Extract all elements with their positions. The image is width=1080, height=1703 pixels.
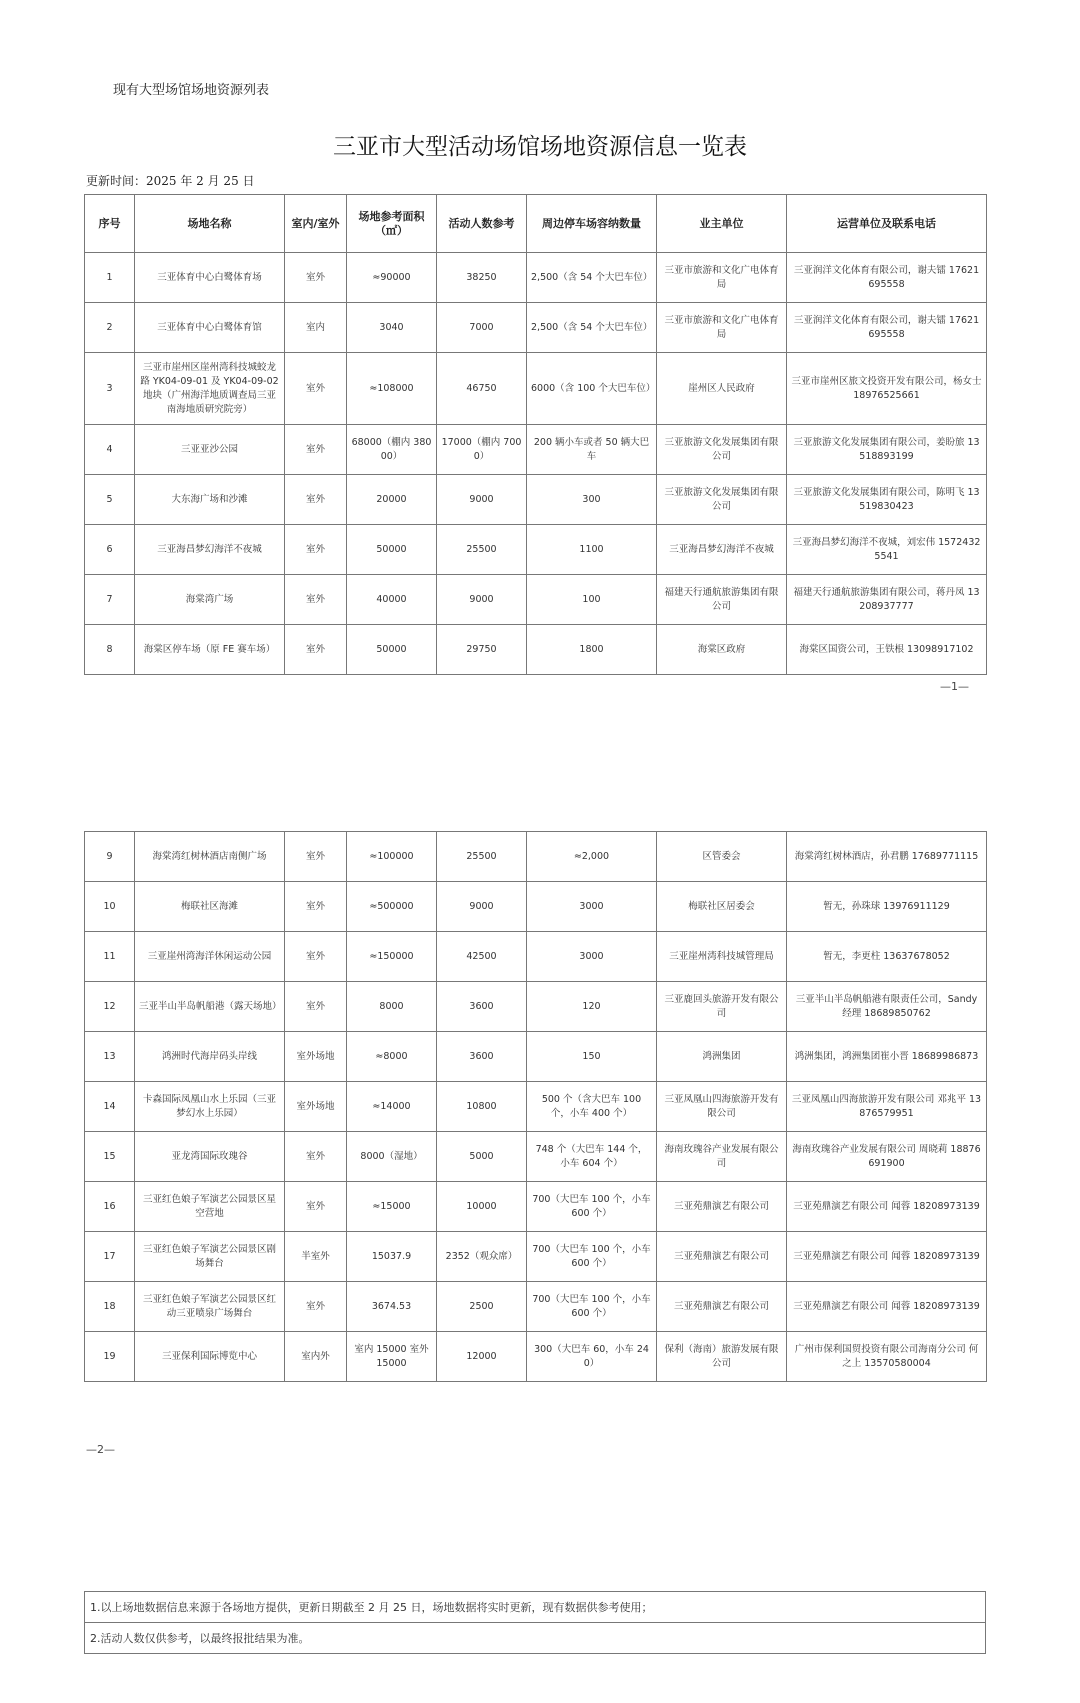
cell-operator: 福建天行通航旅游集团有限公司，蒋丹凤 13208937777 <box>787 575 987 625</box>
cell-people: 25500 <box>437 832 527 882</box>
cell-people: 5000 <box>437 1132 527 1182</box>
cell-name: 三亚红色娘子军演艺公园景区星空营地 <box>135 1182 285 1232</box>
cell-type: 室外 <box>285 982 347 1032</box>
cell-operator: 海棠湾红树林酒店，孙君鹏 17689771115 <box>787 832 987 882</box>
cell-parking: 6000（含 100 个大巴车位） <box>527 353 657 425</box>
cell-name: 海棠湾广场 <box>135 575 285 625</box>
cell-owner: 三亚旅游文化发展集团有限公司 <box>657 475 787 525</box>
table-row <box>85 475 987 525</box>
cell-type: 室外 <box>285 425 347 475</box>
table-row <box>85 1232 987 1282</box>
cell-parking: 748 个（大巴车 144 个，小车 604 个） <box>527 1132 657 1182</box>
table-row <box>85 832 987 882</box>
cell-type: 室外 <box>285 1182 347 1232</box>
cell-owner: 三亚苑鼎演艺有限公司 <box>657 1182 787 1232</box>
cell-area: ≈8000 <box>347 1032 437 1082</box>
cell-no: 3 <box>85 353 135 425</box>
cell-area: ≈90000 <box>347 253 437 303</box>
cell-area: ≈100000 <box>347 832 437 882</box>
cell-name: 三亚体育中心白鹭体育馆 <box>135 303 285 353</box>
page-number-2: —2— <box>86 1443 115 1456</box>
cell-no: 17 <box>85 1232 135 1282</box>
cell-owner: 梅联社区居委会 <box>657 882 787 932</box>
cell-parking: 200 辆小车或者 50 辆大巴车 <box>527 425 657 475</box>
table-row <box>85 882 987 932</box>
cell-type: 室外 <box>285 353 347 425</box>
cell-operator: 广州市保利国贸投资有限公司海南分公司 何之上 13570580004 <box>787 1332 987 1382</box>
cell-area: 50000 <box>347 625 437 675</box>
cell-parking: ≈2,000 <box>527 832 657 882</box>
table-row <box>85 982 987 1032</box>
cell-people: 2500 <box>437 1282 527 1332</box>
cell-name: 三亚红色娘子军演艺公园景区红动三亚喷泉广场舞台 <box>135 1282 285 1332</box>
cell-parking: 1100 <box>527 525 657 575</box>
cell-parking: 500 个（含大巴车 100 个，小车 400 个） <box>527 1082 657 1132</box>
cell-owner: 鸿洲集团 <box>657 1032 787 1082</box>
cell-parking: 700（大巴车 100 个，小车 600 个） <box>527 1232 657 1282</box>
cell-owner: 三亚苑鼎演艺有限公司 <box>657 1232 787 1282</box>
cell-people: 12000 <box>437 1332 527 1382</box>
cell-people: 3600 <box>437 982 527 1032</box>
cell-operator: 三亚旅游文化发展集团有限公司，陈明飞 13519830423 <box>787 475 987 525</box>
cell-no: 10 <box>85 882 135 932</box>
cell-area: ≈14000 <box>347 1082 437 1132</box>
table-row <box>85 932 987 982</box>
column-header: 活动人数参考 <box>437 195 527 253</box>
cell-area: 3040 <box>347 303 437 353</box>
cell-type: 室外 <box>285 253 347 303</box>
cell-owner: 三亚凤凰山四海旅游开发有限公司 <box>657 1082 787 1132</box>
cell-type: 室外场地 <box>285 1032 347 1082</box>
cell-operator: 海南玫瑰谷产业发展有限公司 周晓莉 18876691900 <box>787 1132 987 1182</box>
cell-owner: 三亚市旅游和文化广电体育局 <box>657 253 787 303</box>
cell-people: 10800 <box>437 1082 527 1132</box>
cell-operator: 三亚海昌梦幻海洋不夜城，刘宏伟 15724325541 <box>787 525 987 575</box>
cell-name: 海棠区停车场（原 FE 赛车场） <box>135 625 285 675</box>
cell-operator: 三亚苑鼎演艺有限公司 闻蓉 18208973139 <box>787 1232 987 1282</box>
cell-people: 38250 <box>437 253 527 303</box>
cell-people: 7000 <box>437 303 527 353</box>
cell-parking: 2,500（含 54 个大巴车位） <box>527 303 657 353</box>
document-label: 现有大型场馆场地资源列表 <box>113 83 270 98</box>
column-header: 室内/室外 <box>285 195 347 253</box>
cell-parking: 300 <box>527 475 657 525</box>
cell-no: 6 <box>85 525 135 575</box>
cell-name: 三亚海昌梦幻海洋不夜城 <box>135 525 285 575</box>
cell-people: 2352（观众席） <box>437 1232 527 1282</box>
cell-type: 室内 <box>285 303 347 353</box>
cell-no: 12 <box>85 982 135 1032</box>
venue-table-page-2 <box>84 831 987 1382</box>
cell-no: 9 <box>85 832 135 882</box>
cell-operator: 海棠区国资公司，王铁根 13098917102 <box>787 625 987 675</box>
cell-owner: 区管委会 <box>657 832 787 882</box>
cell-area: 40000 <box>347 575 437 625</box>
cell-operator: 暂无，孙珠球 13976911129 <box>787 882 987 932</box>
cell-type: 室内外 <box>285 1332 347 1382</box>
cell-area: 15037.9 <box>347 1232 437 1282</box>
cell-no: 5 <box>85 475 135 525</box>
cell-name: 大东海广场和沙滩 <box>135 475 285 525</box>
cell-area: 50000 <box>347 525 437 575</box>
table-row <box>85 625 987 675</box>
cell-type: 室外 <box>285 625 347 675</box>
cell-people: 42500 <box>437 932 527 982</box>
column-header: 周边停车场容纳数量 <box>527 195 657 253</box>
table-row <box>85 1282 987 1332</box>
cell-area: 室内 15000 室外 15000 <box>347 1332 437 1382</box>
cell-operator: 三亚半山半岛帆船港有限责任公司，Sandy 经理 18689850762 <box>787 982 987 1032</box>
cell-people: 3600 <box>437 1032 527 1082</box>
column-header: 业主单位 <box>657 195 787 253</box>
note-item: 2.活动人数仅供参考，以最终报批结果为准。 <box>85 1623 986 1654</box>
cell-no: 4 <box>85 425 135 475</box>
cell-name: 亚龙湾国际玫瑰谷 <box>135 1132 285 1182</box>
cell-name: 三亚红色娘子军演艺公园景区剧场舞台 <box>135 1232 285 1282</box>
cell-owner: 三亚崖州湾科技城管理局 <box>657 932 787 982</box>
cell-no: 2 <box>85 303 135 353</box>
cell-area: ≈150000 <box>347 932 437 982</box>
cell-parking: 2,500（含 54 个大巴车位） <box>527 253 657 303</box>
cell-operator: 鸿洲集团，鸿洲集团崔小晋 18689986873 <box>787 1032 987 1082</box>
cell-operator: 三亚润洋文化体育有限公司，谢夫镭 17621695558 <box>787 253 987 303</box>
cell-type: 室外 <box>285 575 347 625</box>
update-time: 更新时间：2025 年 2 月 25 日 <box>86 174 255 188</box>
table-row <box>85 425 987 475</box>
cell-parking: 700（大巴车 100 个，小车 600 个） <box>527 1182 657 1232</box>
cell-owner: 崖州区人民政府 <box>657 353 787 425</box>
cell-area: ≈15000 <box>347 1182 437 1232</box>
cell-parking: 300（大巴车 60，小车 240） <box>527 1332 657 1382</box>
cell-parking: 120 <box>527 982 657 1032</box>
cell-people: 17000（棚内 7000） <box>437 425 527 475</box>
table-body-page-2 <box>85 832 987 1382</box>
cell-no: 18 <box>85 1282 135 1332</box>
cell-owner: 三亚苑鼎演艺有限公司 <box>657 1282 787 1332</box>
cell-no: 8 <box>85 625 135 675</box>
cell-name: 三亚市崖州区崖州湾科技城蛟龙路 YK04-09-01 及 YK04-09-02 地块（广州海洋地质调查局三亚南海地质研究院旁） <box>135 353 285 425</box>
cell-owner: 三亚鹿回头旅游开发有限公司 <box>657 982 787 1032</box>
column-header: 场地名称 <box>135 195 285 253</box>
cell-no: 7 <box>85 575 135 625</box>
cell-no: 16 <box>85 1182 135 1232</box>
table-row <box>85 353 987 425</box>
cell-operator: 三亚市崖州区旅文投资开发有限公司，杨女士 18976525661 <box>787 353 987 425</box>
cell-type: 室外 <box>285 832 347 882</box>
cell-type: 室外 <box>285 525 347 575</box>
cell-area: 3674.53 <box>347 1282 437 1332</box>
cell-type: 室外 <box>285 932 347 982</box>
table-row <box>85 1182 987 1232</box>
cell-people: 9000 <box>437 575 527 625</box>
cell-no: 11 <box>85 932 135 982</box>
cell-no: 15 <box>85 1132 135 1182</box>
note-item: 1.以上场地数据信息来源于各场地方提供，更新日期截至 2 月 25 日，场地数据将实时更新，现有数据供参考使用； <box>85 1592 986 1623</box>
cell-name: 鸿洲时代海岸码头岸线 <box>135 1032 285 1082</box>
cell-people: 46750 <box>437 353 527 425</box>
cell-name: 海棠湾红树林酒店南侧广场 <box>135 832 285 882</box>
table-row <box>85 525 987 575</box>
cell-operator: 三亚凤凰山四海旅游开发有限公司 邓兆平 13876579951 <box>787 1082 987 1132</box>
table-body-page-1 <box>85 253 987 675</box>
cell-area: ≈108000 <box>347 353 437 425</box>
cell-operator: 三亚苑鼎演艺有限公司 闻蓉 18208973139 <box>787 1182 987 1232</box>
cell-no: 1 <box>85 253 135 303</box>
cell-owner: 保利（海南）旅游发展有限公司 <box>657 1332 787 1382</box>
cell-operator: 暂无，李更柱 13637678052 <box>787 932 987 982</box>
cell-area: 20000 <box>347 475 437 525</box>
cell-people: 10000 <box>437 1182 527 1232</box>
cell-name: 三亚半山半岛帆船港（露天场地） <box>135 982 285 1032</box>
cell-people: 9000 <box>437 882 527 932</box>
venue-table-page-1 <box>84 194 987 675</box>
cell-parking: 700（大巴车 100 个，小车 600 个） <box>527 1282 657 1332</box>
page-title: 三亚市大型活动场馆场地资源信息一览表 <box>333 134 747 160</box>
cell-name: 三亚保利国际博览中心 <box>135 1332 285 1382</box>
cell-name: 三亚亚沙公园 <box>135 425 285 475</box>
cell-operator: 三亚润洋文化体育有限公司，谢夫镭 17621695558 <box>787 303 987 353</box>
cell-area: 8000 <box>347 982 437 1032</box>
table-row <box>85 303 987 353</box>
cell-people: 25500 <box>437 525 527 575</box>
cell-area: ≈500000 <box>347 882 437 932</box>
page-number-1: —1— <box>940 680 969 693</box>
table-row <box>85 575 987 625</box>
cell-no: 19 <box>85 1332 135 1382</box>
notes-box <box>84 1591 986 1654</box>
cell-owner: 三亚市旅游和文化广电体育局 <box>657 303 787 353</box>
cell-parking: 100 <box>527 575 657 625</box>
cell-owner: 海南玫瑰谷产业发展有限公司 <box>657 1132 787 1182</box>
cell-type: 室外 <box>285 882 347 932</box>
cell-type: 半室外 <box>285 1232 347 1282</box>
cell-type: 室外 <box>285 1132 347 1182</box>
cell-no: 13 <box>85 1032 135 1082</box>
cell-parking: 150 <box>527 1032 657 1082</box>
column-header: 序号 <box>85 195 135 253</box>
cell-name: 三亚体育中心白鹭体育场 <box>135 253 285 303</box>
cell-type: 室外 <box>285 475 347 525</box>
cell-parking: 3000 <box>527 932 657 982</box>
cell-no: 14 <box>85 1082 135 1132</box>
table-row <box>85 1132 987 1182</box>
cell-parking: 3000 <box>527 882 657 932</box>
cell-owner: 福建天行通航旅游集团有限公司 <box>657 575 787 625</box>
cell-owner: 三亚旅游文化发展集团有限公司 <box>657 425 787 475</box>
cell-operator: 三亚旅游文化发展集团有限公司，姜盼旅 13518893199 <box>787 425 987 475</box>
column-header: 运营单位及联系电话 <box>787 195 987 253</box>
cell-area: 8000（湿地） <box>347 1132 437 1182</box>
table-row <box>85 253 987 303</box>
cell-name: 梅联社区海滩 <box>135 882 285 932</box>
cell-name: 三亚崖州湾海洋休闲运动公园 <box>135 932 285 982</box>
table-row <box>85 1332 987 1382</box>
cell-name: 卡森国际凤凰山水上乐园（三亚梦幻水上乐园） <box>135 1082 285 1132</box>
cell-type: 室外场地 <box>285 1082 347 1132</box>
table-row <box>85 1032 987 1082</box>
column-header: 场地参考面积（㎡） <box>347 195 437 253</box>
cell-parking: 1800 <box>527 625 657 675</box>
cell-operator: 三亚苑鼎演艺有限公司 闻蓉 18208973139 <box>787 1282 987 1332</box>
cell-area: 68000（棚内 38000） <box>347 425 437 475</box>
table-row <box>85 1082 987 1132</box>
cell-owner: 海棠区政府 <box>657 625 787 675</box>
cell-type: 室外 <box>285 1282 347 1332</box>
cell-people: 9000 <box>437 475 527 525</box>
cell-people: 29750 <box>437 625 527 675</box>
cell-owner: 三亚海昌梦幻海洋不夜城 <box>657 525 787 575</box>
